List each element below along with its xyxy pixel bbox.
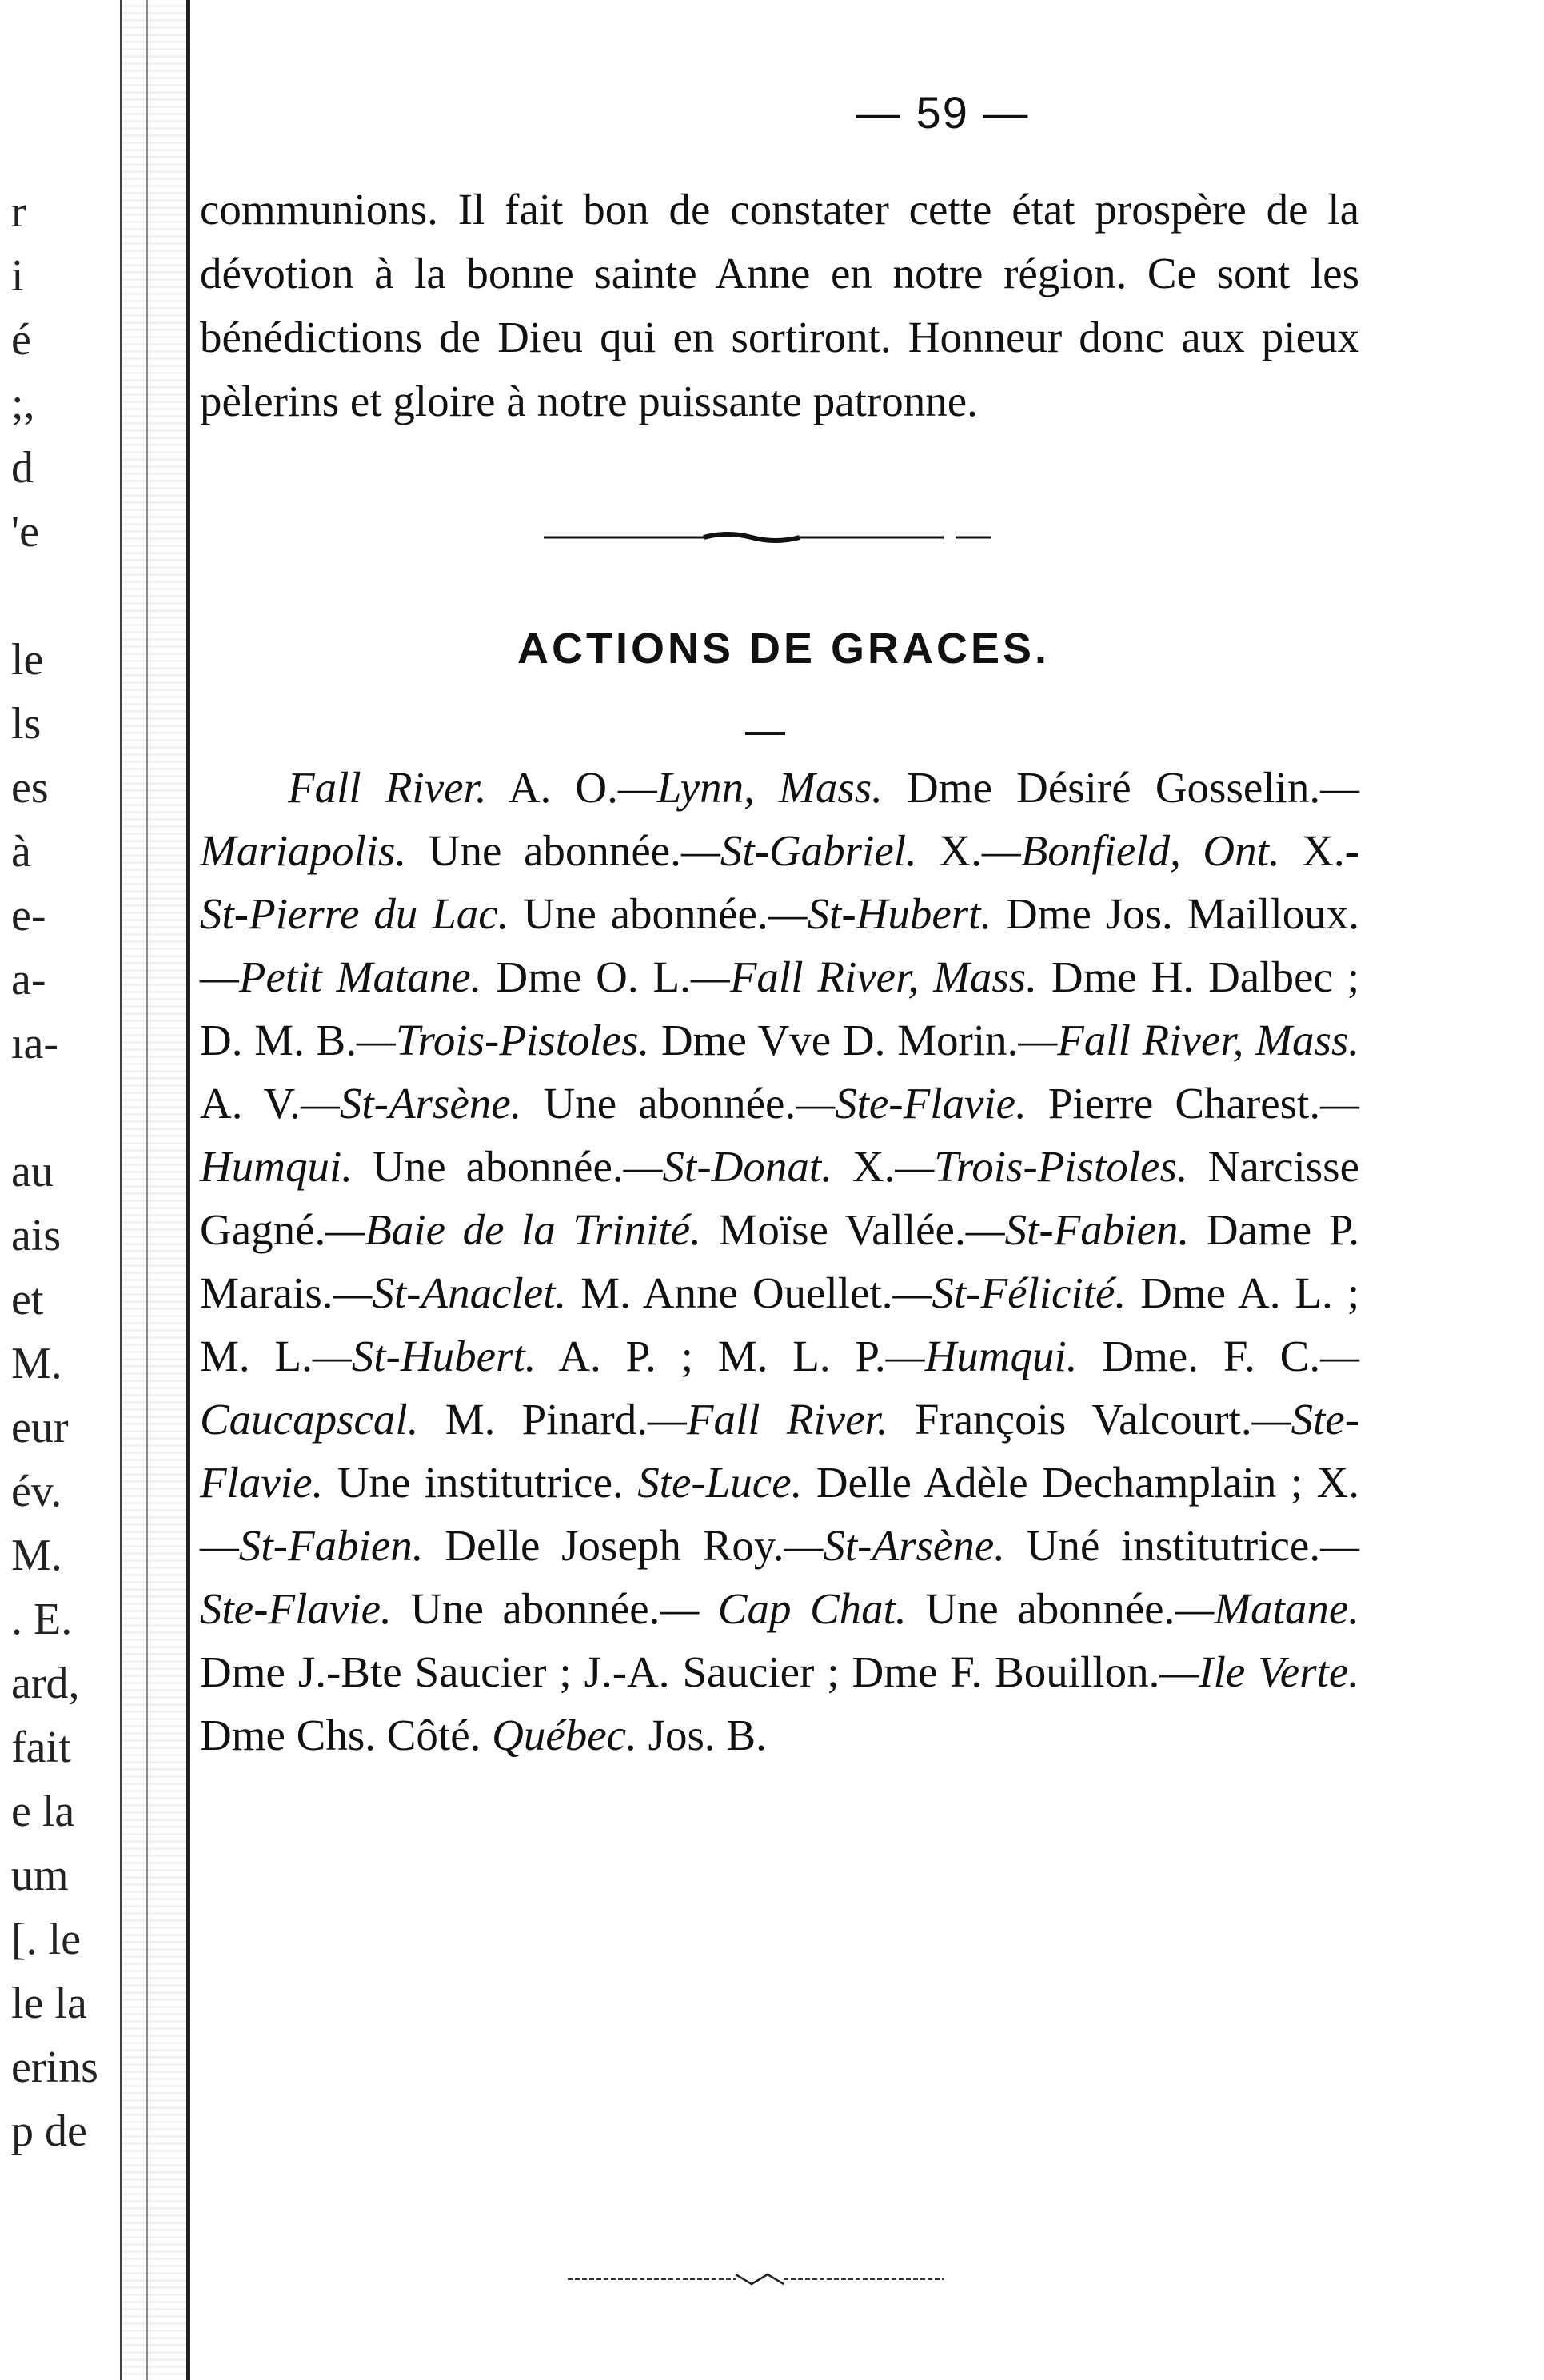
- margin-fragment: i: [11, 251, 24, 301]
- intro-paragraph: communions. Il fait bon de constater cette état prospère de la dévotion à la bonne sainte Anne en notre région. Ce sont les bénédictions de Dieu qui en sortiront. Honneur donc aux pieux pèlerins et gloire à notre puissante patronne.: [200, 185, 1359, 425]
- entry-place: —Trois-Pistoles.: [357, 1016, 650, 1064]
- entry-donor: Pierre Charest.: [1026, 1079, 1321, 1128]
- entry-place: —St-Gabriel.: [680, 826, 917, 875]
- entry-place: —Fall River, Mass.: [1018, 1016, 1359, 1064]
- entry-place: —Petit Matane.: [200, 952, 482, 1001]
- margin-fragment: ;,: [11, 379, 35, 429]
- entry-donor: Dme A. L. ; M. L.: [200, 1268, 1359, 1380]
- entry-place: —St-Félicité.: [892, 1268, 1127, 1317]
- entry-donor: M. Pinard.: [418, 1395, 648, 1444]
- entry-place: Fall River.: [288, 763, 487, 812]
- entry-donor: Une institutrice.: [323, 1458, 624, 1507]
- entry-place: —Baie de la Trinité.: [325, 1205, 701, 1254]
- page-number: — 59 —: [856, 87, 1030, 138]
- margin-fragment: ls: [11, 699, 42, 749]
- entry-place: —Ile Verte.: [1159, 1647, 1359, 1696]
- margin-fragment: . E.: [11, 1595, 73, 1644]
- margin-fragment: au: [11, 1147, 54, 1196]
- entry-donor: Moïse Vallée.: [700, 1205, 966, 1254]
- entry-place: —Ste-Flavie.: [200, 1521, 1360, 1633]
- margin-fragment: [. le: [11, 1915, 82, 1964]
- entry-donor: Dme O. L.: [481, 952, 691, 1001]
- entry-place: —St-Anaclet.: [333, 1268, 567, 1317]
- margin-fragment: et: [11, 1275, 44, 1324]
- entry-place: —St-Hubert.: [312, 1332, 537, 1380]
- entry-place: —Bonfield, Ont.: [981, 826, 1280, 875]
- entry-donor: Dame P. Marais.: [200, 1205, 1359, 1317]
- entry-donor: X.: [916, 826, 982, 875]
- margin-fragment: 'e: [11, 507, 39, 557]
- margin-fragment: erins: [11, 2043, 98, 2092]
- adjacent-page-margin: [0, 0, 120, 2380]
- entry-place: —Fall River, Mass.: [690, 952, 1037, 1001]
- margin-fragment: év.: [11, 1467, 62, 1516]
- margin-fragment: p de: [11, 2106, 87, 2156]
- entry-place: —Matane.: [1175, 1584, 1359, 1633]
- entry-donor: François Valcourt.: [888, 1395, 1252, 1444]
- entry-donor: Narcisse Gagné.: [200, 1142, 1359, 1254]
- entry-donor: Dme H. Dalbec ; D. M. B.: [200, 952, 1360, 1064]
- page-binding-edge: [120, 0, 190, 2380]
- entry-place: —Fall River.: [647, 1395, 888, 1444]
- entry-place: —St-Donat.: [623, 1142, 832, 1191]
- margin-fragment: fait: [11, 1723, 71, 1772]
- heading-rule: [745, 732, 785, 735]
- entry-place: —Humqui.: [885, 1332, 1078, 1380]
- margin-fragment: le la: [11, 1979, 87, 2028]
- margin-fragment: e-: [11, 891, 46, 940]
- margin-fragment: a-: [11, 955, 46, 1004]
- entry-donor: X.-: [1279, 826, 1359, 875]
- entry-donor: Une abonnée.: [906, 1584, 1175, 1633]
- entry-place: Ste-Luce.: [623, 1458, 803, 1507]
- entry-place: —Trois-Pistoles.: [895, 1142, 1188, 1191]
- margin-fragment: r: [11, 187, 26, 237]
- margin-fragment: ard,: [11, 1659, 80, 1708]
- entry-place: —St-Arsène.: [300, 1079, 522, 1128]
- entry-donor: Une abonnée.: [521, 1079, 796, 1128]
- margin-fragment: à: [11, 827, 31, 877]
- entry-donor: Delle Joseph Roy.: [423, 1521, 784, 1570]
- entry-place: —Lynn, Mass.: [617, 763, 883, 812]
- margin-fragment: eur: [11, 1403, 69, 1452]
- margin-fragment: le: [11, 635, 44, 685]
- margin-fragment: ıa-: [11, 1019, 59, 1068]
- entry-donor: A. O.: [486, 763, 618, 812]
- end-ornament: [568, 2270, 944, 2287]
- entry-donor: Une abonnée.: [391, 1584, 660, 1633]
- entry-place: —St-Hubert.: [768, 889, 992, 938]
- margin-fragment: M.: [11, 1339, 62, 1388]
- margin-fragment: e la: [11, 1787, 75, 1836]
- entry-place: —Ste-Flavie.: [200, 1395, 1360, 1507]
- entry-place: —St-Arsène.: [784, 1521, 1005, 1570]
- entry-donor: Delle Adèle Dechamplain ; X.: [802, 1458, 1359, 1507]
- entry-donor: Uné institutrice.: [1004, 1521, 1321, 1570]
- entry-donor: A. V.: [200, 1079, 301, 1128]
- entry-donor: Dme. F. C.: [1077, 1332, 1321, 1380]
- entry-donor: A. P. ; M. L. P.: [536, 1332, 886, 1380]
- entry-place: Québec.: [481, 1711, 637, 1759]
- entry-donor: Une abonnée.: [406, 826, 681, 875]
- entry-donor: M. Anne Ouellet.: [566, 1268, 893, 1317]
- entry-donor: Une abonnée.: [509, 889, 768, 938]
- entry-donor: Une abonnée.: [352, 1142, 624, 1191]
- entry-place: St-Pierre du Lac.: [200, 889, 509, 938]
- margin-fragment: d: [11, 443, 34, 493]
- margin-fragment: um: [11, 1851, 69, 1900]
- margin-fragment: es: [11, 763, 49, 813]
- entry-place: —St-Fabien.: [200, 1521, 424, 1570]
- thanksgiving-list: [200, 756, 1359, 1767]
- entry-donor: Dme Jos. Mailloux.: [991, 889, 1359, 938]
- margin-fragment: M.: [11, 1531, 62, 1580]
- entry-donor: X.: [832, 1142, 896, 1191]
- entry-place: —Mariapolis.: [200, 763, 1359, 875]
- entry-donor: Jos. B.: [636, 1711, 767, 1759]
- entry-place: —Caucapscal.: [200, 1332, 1360, 1444]
- margin-fragment: é: [11, 315, 31, 365]
- entry-donor: Dme J.-Bte Saucier ; J.-A. Saucier ; Dme F. Bouillon.: [200, 1647, 1160, 1696]
- margin-fragment: ais: [11, 1211, 62, 1260]
- section-divider: [544, 529, 991, 545]
- entry-donor: Dme Désiré Gosselin.: [882, 763, 1321, 812]
- entry-donor: Dme Chs. Côté.: [200, 1711, 481, 1759]
- section-heading: ACTIONS DE GRACES.: [517, 625, 1051, 673]
- entry-place: —St-Fabien.: [965, 1205, 1190, 1254]
- entry-place: — Cap Chat.: [660, 1584, 907, 1633]
- entry-donor: Dme Vve D. Morin.: [649, 1016, 1019, 1064]
- entry-place: —Ste-Flavie.: [796, 1079, 1027, 1128]
- entry-place: —Humqui.: [200, 1079, 1359, 1191]
